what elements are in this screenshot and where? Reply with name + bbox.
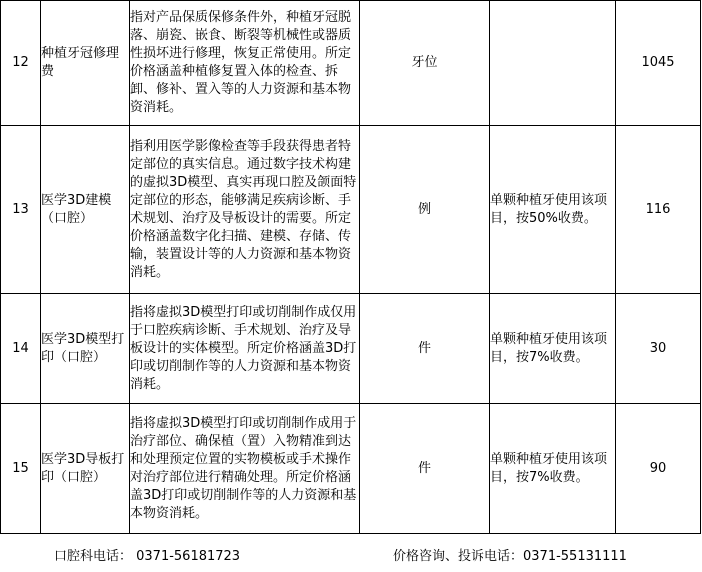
table-row — [1, 294, 701, 404]
item-name: 医学3D模型打印（口腔） — [41, 294, 130, 404]
item-price: 116 — [616, 126, 701, 294]
row-number: 14 — [1, 294, 41, 404]
item-price: 1045 — [616, 1, 701, 126]
item-note: 单颗种植牙使用该项目，按7%收费。 — [490, 404, 616, 534]
row-number: 12 — [1, 1, 41, 126]
item-unit: 例 — [360, 126, 490, 294]
row-number: 15 — [1, 404, 41, 534]
item-unit: 件 — [360, 294, 490, 404]
item-description: 指将虚拟3D模型打印或切削制作成用于治疗部位、确保植（置）入物精准到达和处理预定位置的实物模板或手术操作对治疗部位进行精确处理。所定价格涵盖3D打印或切削制作等的人力资源和基本物资消耗。 — [130, 404, 360, 534]
item-name: 种植牙冠修理费 — [41, 1, 130, 126]
item-description: 指利用医学影像检查等手段获得患者特定部位的真实信息。通过数字技术构建的虚拟3D模型、真实再现口腔及颌面特定部位的形态，能够满足疾病诊断、手术规划、治疗及导板设计的需要。所定价格涵盖数字化扫描、建模、存储、传输，装置设计等的人力资源和基本物资消耗。 — [130, 126, 360, 294]
item-note — [490, 1, 616, 126]
price-complaint-phone: 价格咨询、投诉电话：0371-55131111 — [393, 549, 627, 564]
item-description: 指将虚拟3D模型打印或切削制作成仅用于口腔疾病诊断、手术规划、治疗及导板设计的实体模型。所定价格涵盖3D打印或切削制作等的人力资源和基本物资消耗。 — [130, 294, 360, 404]
dental-department-phone: 口腔科电话： 0371-56181723 — [54, 549, 241, 564]
item-name: 医学3D建模（口腔） — [41, 126, 130, 294]
item-note: 单颗种植牙使用该项目，按7%收费。 — [490, 294, 616, 404]
item-description: 指对产品保质保修条件外，种植牙冠脱落、崩瓷、嵌食、断裂等机械性或器质性损坏进行修理，恢复正常使用。所定价格涵盖种植修复置入体的检查、拆卸、修补、置入等的人力资源和基本物资消耗。 — [130, 1, 360, 126]
table-row — [1, 404, 701, 534]
item-note: 单颗种植牙使用该项目，按50%收费。 — [490, 126, 616, 294]
item-price: 90 — [616, 404, 701, 534]
table-row — [1, 1, 701, 126]
table-row — [1, 126, 701, 294]
item-unit: 件 — [360, 404, 490, 534]
item-price: 30 — [616, 294, 701, 404]
row-number: 13 — [1, 126, 41, 294]
item-unit: 牙位 — [360, 1, 490, 126]
contact-footer — [0, 548, 702, 568]
item-name: 医学3D导板打印（口腔） — [41, 404, 130, 534]
